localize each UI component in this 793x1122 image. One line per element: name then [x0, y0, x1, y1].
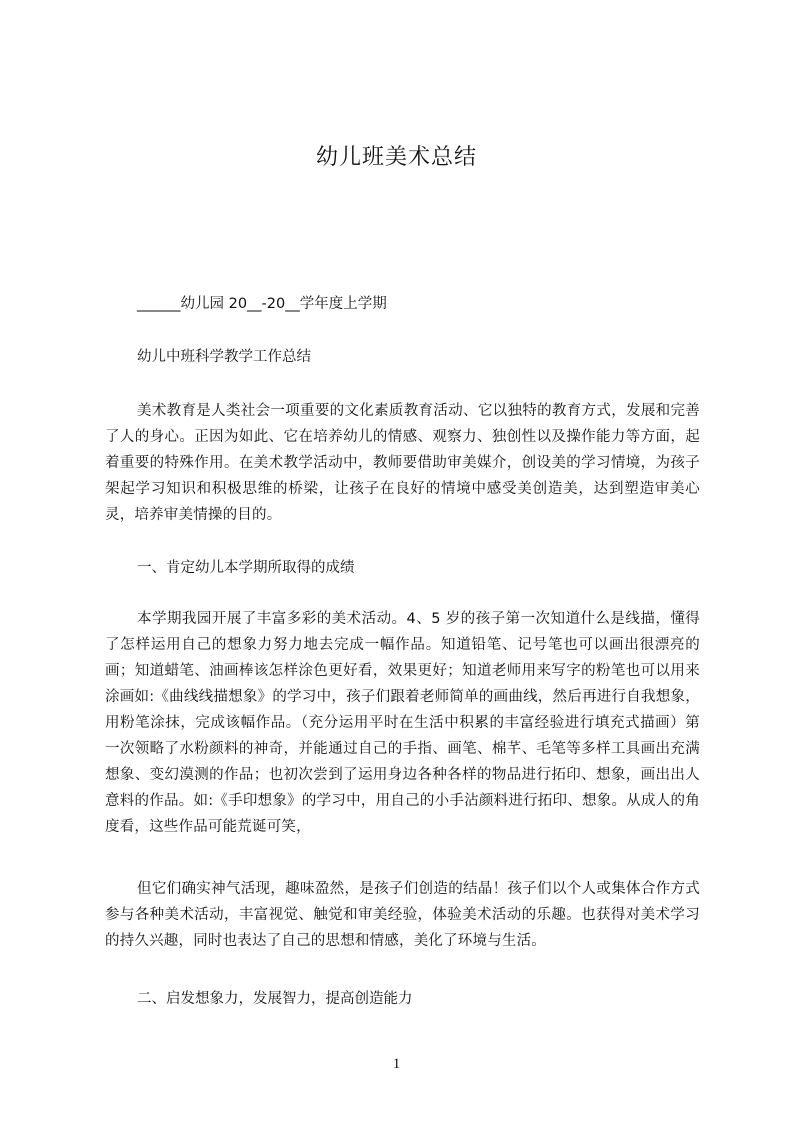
section-heading-1: 一、肯定幼儿本学期所取得的成绩 — [137, 560, 355, 576]
document-title: 幼儿班美术总结 — [315, 145, 477, 170]
paragraph-achievements: 本学期我园开展了丰富多彩的美术活动。4、5 岁的孩子第一次知道什么是线描，懂得了怎样运用自己的想象力努力地去完成一幅作品。知道铅笔、记号笔也可以画出很漂亮的画；知道蜡笔、油画棒该怎样涂色更好看，效果更好；知道老师用来写字的粉笔也可以用来涂画如:《曲线线描想象》的学习中，孩子们跟着老师简单的画曲线，然后再进行自我想象，用粉笔涂抹，完成该幅作品。（充分运用平时在生活中积累的丰富经验进行填充式描画）第一次领略了水粉颜料的神奇，并能通过自己的手指、画笔、棉芊、毛笔等多样工具画出充满想象、变幻漠测的作品；也初次尝到了运用身边各种各样的物品进行拓印、想象，画出出人意料的作品。如:《手印想象》的学习中，用自己的小手沾颜料进行拓印、想象。从成人的角度看，这些作品可能荒诞可笑， — [105, 611, 700, 835]
school-year-line: ______幼儿园 20__-20__学年度上学期 — [137, 296, 387, 312]
page-number: 1 — [392, 1056, 401, 1072]
paragraph-intro: 美术教育是人类社会一项重要的文化素质教育活动、它以独特的教育方式，发展和完善了人的身心。正因为如此、它在培养幼儿的情感、观察力、独创性以及操作能力等方面，起着重要的特殊作用。在美术教学活动中，教师要借助审美媒介，创设美的学习情境，为孩子架起学习知识和积极思维的桥梁，让孩子在良好的情境中感受美创造美，达到塑造审美心灵，培养审美情操的目的。 — [105, 403, 700, 523]
document-subtitle: 幼儿中班科学教学工作总结 — [137, 349, 311, 365]
section-heading-2: 二、启发想象力，发展智力，提高创造能力 — [137, 991, 413, 1007]
paragraph-achievements-continued: 但它们确实神气活现，趣味盈然，是孩子们创造的结晶！孩子们以个人或集体合作方式参与各种美术活动，丰富视觉、触觉和审美经验，体验美术活动的乐趣。也获得对美术学习的持久兴趣，同时也表达了自己的思想和情感，美化了环境与生活。 — [105, 881, 700, 949]
